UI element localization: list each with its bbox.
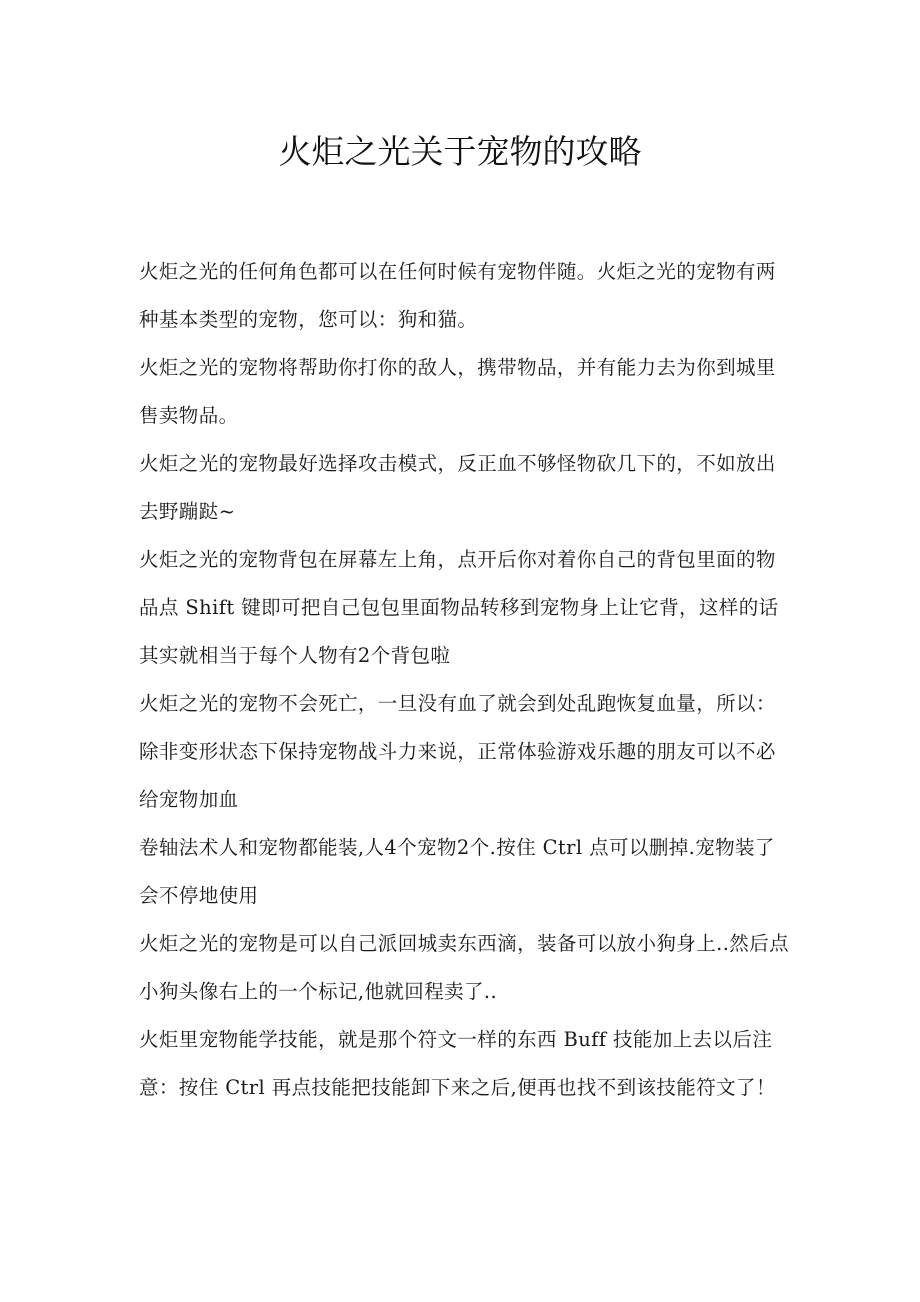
paragraph-pet-death: 火炬之光的宠物不会死亡，一旦没有血了就会到处乱跑恢复血量，所以：除非变形状态下保持宠物战斗力来说，正常体验游戏乐趣的朋友可以不必给宠物加血 — [139, 692, 776, 811]
document-body — [139, 248, 789, 1112]
paragraph-intro: 火炬之光的任何角色都可以在任何时候有宠物伴随。火炬之光的宠物有两种基本类型的宠物，您可以：狗和猫。 — [139, 260, 776, 331]
paragraph-attack-mode: 火炬之光的宠物最好选择攻击模式，反正血不够怪物砍几下的，不如放出去野蹦跶~ — [139, 452, 776, 523]
document-title: 火炬之光关于宠物的攻略 — [278, 132, 642, 171]
paragraph-pet-skills: 火炬里宠物能学技能，就是那个符文一样的东西 Buff 技能加上去以后注意：按住 Ctrl 再点技能把技能卸下来之后,便再也找不到该技能符文了！ — [139, 1028, 776, 1099]
paragraph-scroll-spells: 卷轴法术人和宠物都能装,人4个宠物2个.按住 Ctrl 点可以删掉.宠物装了会不停地使用 — [139, 836, 775, 907]
paragraph-pet-backpack: 火炬之光的宠物背包在屏幕左上角，点开后你对着你自己的背包里面的物品点 Shift 键即可把自己包包里面物品转移到宠物身上让它背，这样的话其实就相当于每个人物有2个背包啦 — [139, 548, 779, 667]
paragraph-pet-helps: 火炬之光的宠物将帮助你打你的敌人，携带物品，并有能力去为你到城里售卖物品。 — [139, 356, 776, 427]
paragraph-sell-items: 火炬之光的宠物是可以自己派回城卖东西滴，装备可以放小狗身上..然后点小狗头像右上的一个标记,他就回程卖了.. — [139, 932, 789, 1003]
